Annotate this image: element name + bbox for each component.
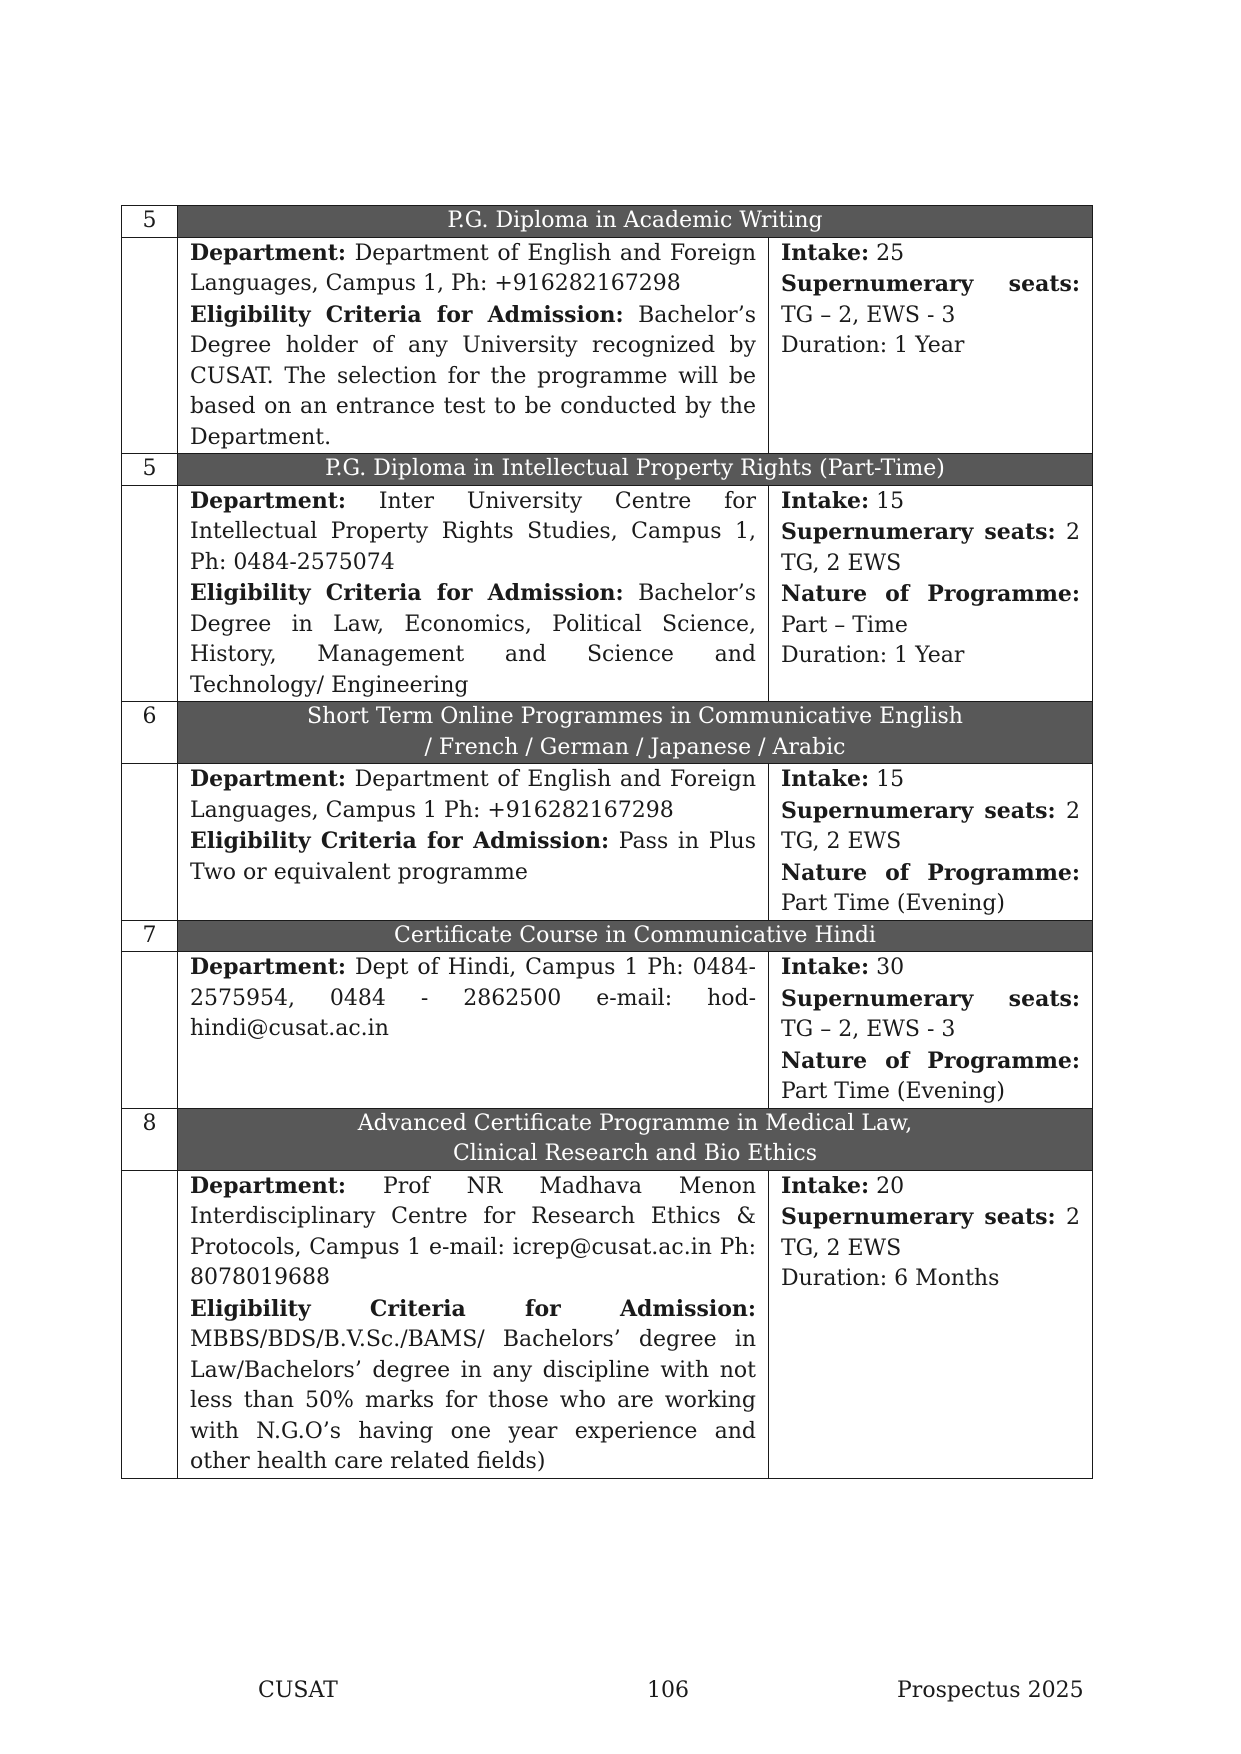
eligibility-text: Bachelor’s Degree holder of any University recognized by CUSAT. The selection for the programme will be based on an entrance test to be conducted by the Department. — [190, 302, 756, 450]
duration: Duration: 1 Year — [781, 333, 965, 358]
intake-label: Intake: — [781, 766, 870, 792]
programme-detail-row — [122, 1170, 1093, 1478]
programme-title-line: Clinical Research and Bio Ethics — [452, 1141, 818, 1166]
number-spacer-cell — [122, 764, 178, 921]
department — [190, 764, 756, 826]
programme-header-row — [122, 920, 1093, 952]
programme-detail-row — [122, 237, 1093, 454]
supernumerary-seats-value: 2 TG, 2 EWS — [781, 520, 1080, 576]
nature-of-programme-label: Nature of Programme: — [781, 581, 1080, 607]
programme-seats — [769, 764, 1093, 921]
programme-table — [121, 205, 1093, 1479]
intake-label: Intake: — [781, 1172, 870, 1199]
footer-page-number: 106 — [647, 1678, 689, 1703]
programme-title-line: P.G. Diploma in Intellectual Property Rights (Part-Time) — [325, 456, 945, 481]
department-text: Inter University Centre for Intellectual Property Rights Studies, Campus 1, Ph: 0484-2575074 — [190, 488, 756, 575]
department — [190, 486, 756, 579]
programme-header-row — [122, 1108, 1093, 1170]
intake — [781, 952, 1080, 984]
nature-of-programme-value: Part Time (Evening) — [781, 891, 1005, 916]
nature-of-programme — [781, 579, 1080, 641]
department-label: Department: — [190, 766, 347, 792]
programme-number: 8 — [122, 1108, 178, 1170]
intake-value: 20 — [876, 1173, 905, 1199]
programme-title — [178, 454, 1093, 486]
programme-title-line: Certificate Course in Communicative Hindi — [394, 922, 876, 948]
eligibility-text: Pass in Plus Two or equivalent programme — [190, 829, 756, 885]
department-label: Department: — [190, 487, 347, 514]
department-text: Prof NR Madhava Menon Interdisciplinary Centre for Research Ethics & Protocols, Campus 1 e-mail: icrep@cusat.ac.in Ph: 8078019688 — [190, 1173, 757, 1290]
supernumerary-seats-value: 2 TG, 2 EWS — [781, 1205, 1080, 1261]
nature-of-programme — [781, 858, 1080, 920]
programme-title-line: / French / German / Japanese / Arabic — [424, 734, 846, 760]
programme-details — [178, 1170, 769, 1478]
duration: Duration: 6 Months — [781, 1266, 1000, 1291]
programme-details — [178, 237, 769, 454]
eligibility-label: Eligibility Criteria for Admission: — [190, 828, 610, 854]
programme-number: 5 — [122, 454, 178, 486]
supernumerary-seats — [781, 1202, 1080, 1264]
programme-number: 6 — [122, 702, 178, 764]
intake-value: 15 — [876, 488, 905, 514]
programme-number: 5 — [122, 206, 178, 238]
supernumerary-seats — [781, 269, 1080, 331]
programme-detail-row — [122, 764, 1093, 921]
programme-seats — [769, 237, 1093, 454]
intake-value: 30 — [876, 955, 905, 980]
nature-of-programme — [781, 1046, 1080, 1108]
programme-detail-row — [122, 485, 1093, 702]
intake-label: Intake: — [781, 239, 870, 266]
supernumerary-seats-value: TG – 2, EWS - 3 — [781, 302, 956, 328]
supernumerary-seats-label: Supernumerary seats: — [781, 985, 1080, 1012]
intake — [781, 1171, 1080, 1203]
department-text: Department of English and Foreign Languages, Campus 1 Ph: +916282167298 — [190, 767, 756, 823]
department — [190, 238, 756, 300]
nature-of-programme-label: Nature of Programme: — [781, 1047, 1080, 1074]
programme-title — [178, 1108, 1093, 1170]
eligibility — [190, 578, 756, 701]
programme-seats — [769, 485, 1093, 702]
programme-details — [178, 764, 769, 921]
eligibility-label: Eligibility Criteria for Admission: — [190, 1295, 756, 1322]
programme-title — [178, 206, 1093, 238]
programme-details — [178, 485, 769, 702]
supernumerary-seats — [781, 984, 1080, 1046]
number-spacer-cell — [122, 952, 178, 1109]
eligibility-label: Eligibility Criteria for Admission: — [190, 580, 624, 606]
nature-of-programme-value: Part Time (Evening) — [781, 1079, 1005, 1104]
number-spacer-cell — [122, 485, 178, 702]
programme-title-line: Short Term Online Programmes in Communicative English — [307, 704, 963, 729]
programme-detail-row — [122, 952, 1093, 1109]
eligibility — [190, 826, 756, 888]
department — [190, 952, 756, 1045]
supernumerary-seats-value: TG – 2, EWS - 3 — [781, 1017, 956, 1042]
department-label: Department: — [190, 954, 347, 980]
footer-document-title: Prospectus 2025 — [897, 1678, 1084, 1703]
programme-header-row — [122, 206, 1093, 238]
department-text: Department of English and Foreign Languages, Campus 1, Ph: +916282167298 — [190, 240, 756, 296]
intake-value: 25 — [876, 240, 905, 266]
intake-label: Intake: — [781, 954, 870, 980]
programme-title — [178, 702, 1093, 764]
programme-title — [178, 920, 1093, 952]
programme-seats — [769, 1170, 1093, 1478]
supernumerary-seats-label: Supernumerary seats: — [781, 1204, 1056, 1230]
nature-of-programme-label: Nature of Programme: — [781, 859, 1080, 886]
number-spacer-cell — [122, 237, 178, 454]
intake-label: Intake: — [781, 487, 870, 514]
intake-value: 15 — [876, 767, 905, 792]
supernumerary-seats-label: Supernumerary seats: — [781, 519, 1056, 545]
department — [190, 1171, 756, 1294]
eligibility — [190, 1294, 756, 1478]
programme-header-row — [122, 454, 1093, 486]
programme-title-line: Advanced Certificate Programme in Medical Law, — [357, 1110, 913, 1136]
supernumerary-seats-value: 2 TG, 2 EWS — [781, 798, 1080, 854]
programme-number: 7 — [122, 920, 178, 952]
programme-seats — [769, 952, 1093, 1109]
supernumerary-seats-label: Supernumerary seats: — [781, 797, 1056, 824]
programme-header-row — [122, 702, 1093, 764]
department-label: Department: — [190, 1172, 347, 1199]
number-spacer-cell — [122, 1170, 178, 1478]
eligibility-label: Eligibility Criteria for Admission: — [190, 301, 624, 328]
department-label: Department: — [190, 239, 347, 266]
intake — [781, 764, 1080, 796]
eligibility — [190, 300, 756, 454]
supernumerary-seats — [781, 796, 1080, 858]
duration: Duration: 1 Year — [781, 643, 965, 668]
programme-details — [178, 952, 769, 1109]
supernumerary-seats-label: Supernumerary seats: — [781, 271, 1080, 297]
footer-institution: CUSAT — [258, 1678, 338, 1703]
eligibility-text: Bachelor’s Degree in Law, Economics, Political Science, History, Management and Science and Technology/ Engineering — [190, 581, 756, 698]
intake — [781, 486, 1080, 518]
supernumerary-seats — [781, 517, 1080, 579]
eligibility-text: MBBS/BDS/B.V.Sc./BAMS/ Bachelors’ degree in Law/Bachelors’ degree in any discipline with not less than 50% marks for those who are working with N.G.O’s having one year experience and other health care related fields) — [190, 1327, 756, 1474]
programme-title-line: P.G. Diploma in Academic Writing — [447, 208, 823, 233]
department-text: Dept of Hindi, Campus 1 Ph: 0484-2575954, 0484 - 2862500 e-mail: hod-hindi@cusat.ac.in — [190, 955, 756, 1041]
intake — [781, 238, 1080, 270]
nature-of-programme-value: Part – Time — [781, 612, 908, 638]
